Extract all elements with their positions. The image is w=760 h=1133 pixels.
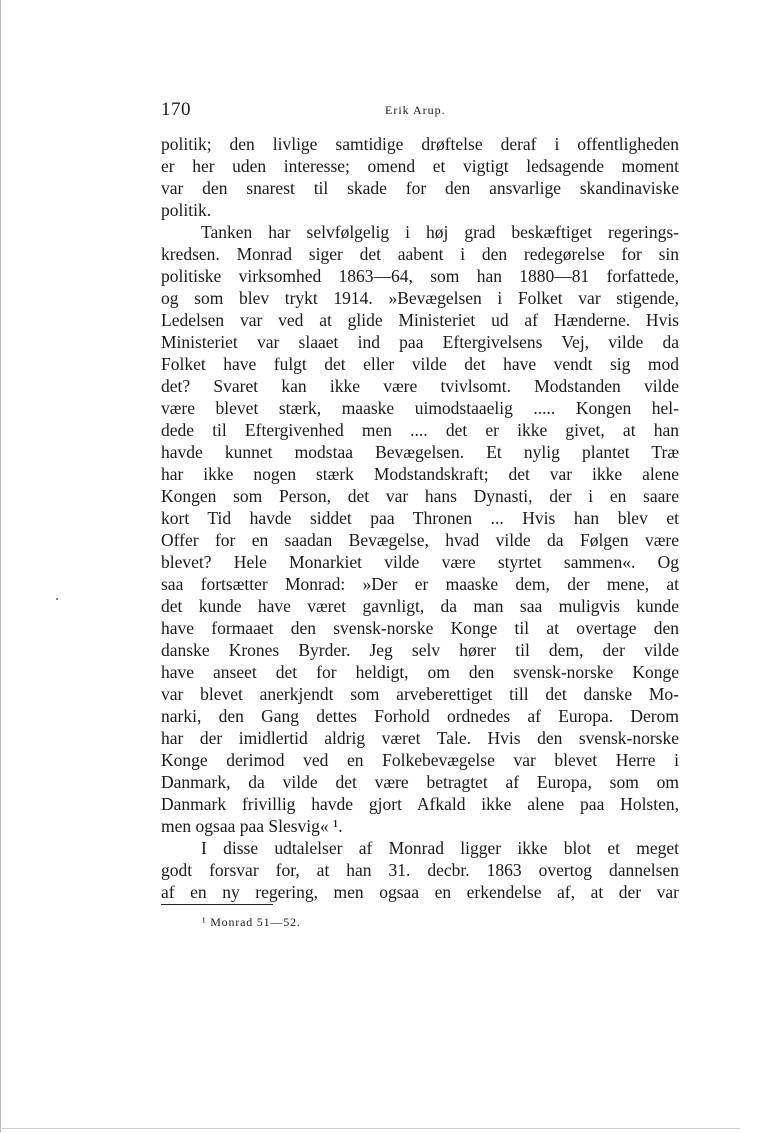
ink-speck: [56, 598, 58, 600]
text-line: og som blev trykt 1914. »Bevægelsen i Folket var stigende,: [161, 288, 679, 308]
text-line: Ministeriet var slaaet ind paa Eftergivelsens Vej, vilde da: [161, 332, 679, 352]
page-number: 170: [161, 99, 191, 120]
page-left-edge: [0, 0, 1, 1133]
text-line: Danmark, da vilde det være betragtet af Europa, som om: [161, 772, 679, 792]
running-title: Erik Arup.: [385, 103, 446, 117]
running-head: [161, 99, 679, 121]
text-line: Offer for en saadan Bevægelse, hvad vilde da Følgen være: [161, 530, 679, 550]
text-line: kredsen. Monrad siger det aabent i den redegørelse for sin: [161, 244, 679, 264]
text-line: var den snarest til skade for den ansvarlige skandinaviske: [161, 178, 679, 198]
text-line: er her uden interesse; omend et vigtigt ledsagende moment: [161, 156, 679, 176]
text-line: have anseet det for heldigt, om den svensk-norske Konge: [161, 662, 679, 682]
text-line: havde kunnet modstaa Bevægelsen. Et nylig plantet Træ: [161, 442, 679, 462]
text-line: det? Svaret kan ikke være tvivlsomt. Modstanden vilde: [161, 376, 679, 396]
body-text: [161, 133, 679, 903]
text-line: dede til Eftergivenhed men .... det er ikke givet, at han: [161, 420, 679, 440]
text-line: Kongen som Person, det var hans Dynasti, der i en saare: [161, 486, 679, 506]
text-line: danske Krones Byrder. Jeg selv hører til dem, der vilde: [161, 640, 679, 660]
footnote: ¹ Monrad 51—52.: [202, 915, 301, 929]
text-line: men ogsaa paa Slesvig« ¹.: [161, 816, 343, 836]
text-line: narki, den Gang dettes Forhold ordnedes af Europa. Derom: [161, 706, 679, 726]
text-line: Danmark frivillig havde gjort Afkald ikke alene paa Holsten,: [161, 794, 679, 814]
page-bottom-edge: [0, 1128, 740, 1129]
text-line: Tanken har selvfølgelig i høj grad beskæftiget regerings-: [201, 222, 679, 242]
text-line: Ledelsen var ved at glide Ministeriet ud af Hænderne. Hvis: [161, 310, 679, 330]
text-line: have formaaet den svensk-norske Konge til at overtage den: [161, 618, 679, 638]
text-line: Folket have fulgt det eller vilde det have vendt sig mod: [161, 354, 679, 374]
text-line: kort Tid havde siddet paa Thronen ... Hvis han blev et: [161, 508, 679, 528]
text-line: det kunde have været gavnligt, da man saa muligvis kunde: [161, 596, 679, 616]
text-line: var blevet anerkjendt som arveberettiget till det danske Mo-: [161, 684, 679, 704]
text-line: politik.: [161, 200, 212, 220]
text-line: I disse udtalelser af Monrad ligger ikke blot et meget: [201, 838, 679, 858]
text-line: politiske virksomhed 1863—64, som han 1880—81 forfattede,: [161, 266, 679, 286]
text-line: Konge derimod ved en Folkebevægelse var blevet Herre i: [161, 750, 679, 770]
text-line: har der imidlertid aldrig været Tale. Hvis den svensk-norske: [161, 728, 679, 748]
text-line: blevet? Hele Monarkiet vilde være styrtet sammen«. Og: [161, 552, 679, 572]
text-line: godt forsvar for, at han 31. decbr. 1863 overtog dannelsen: [161, 860, 679, 880]
text-line: har ikke nogen stærk Modstandskraft; det var ikke alene: [161, 464, 679, 484]
footnote-rule: [161, 904, 273, 905]
text-line: politik; den livlige samtidige drøftelse deraf i offentligheden: [161, 134, 679, 154]
text-line: af en ny regering, men ogsaa en erkendelse af, at der var: [161, 882, 679, 902]
text-line: være blevet stærk, maaske uimodstaaelig ..... Kongen hel-: [161, 398, 679, 418]
text-line: saa fortsætter Monrad: »Der er maaske dem, der mene, at: [161, 574, 679, 594]
